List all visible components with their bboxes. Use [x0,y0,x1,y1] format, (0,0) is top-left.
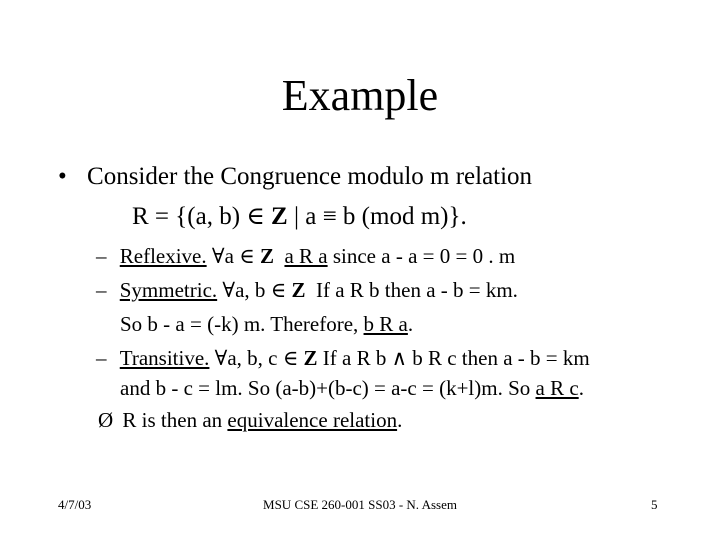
transitive-item [96,346,590,371]
spacer [274,244,285,268]
equivalence-relation-term: equivalence relation [227,408,398,432]
reflexive-pre: ∀a ∈ [206,244,260,268]
transitive-post: If a R b ∧ b R c then a - b = km [317,346,590,370]
dash: – [96,278,107,302]
transitive-cont-post: . [578,376,584,400]
transitive-continuation [120,376,584,401]
reflexive-label: Reflexive. [119,244,207,268]
symmetric-conclusion: b R a [363,312,408,336]
transitive-label: Transitive. [119,346,210,370]
symmetric-pre: ∀a, b ∈ [217,278,292,302]
transitive-conclusion: a R c [535,376,579,400]
conclusion-pre: R is then an [122,408,228,432]
integers-symbol: Z [291,278,306,302]
integers-symbol: Z [259,244,274,268]
arrow-bullet-icon: Ø [98,408,114,432]
dash: – [96,244,107,268]
reflexive-post: since a - a = 0 = 0 . m [327,244,516,268]
integers-symbol: Z [271,203,288,230]
relation-post: | a ≡ b (mod m)}. [287,203,467,230]
reflexive-item [96,244,515,269]
bullet-1-text: Consider the Congruence modulo m relation [87,163,533,190]
reflexive-relation: a R a [284,244,328,268]
relation-pre: R = {(a, b) ∈ [132,203,272,230]
transitive-cont-pre: and b - c = lm. So (a-b)+(b-c) = a-c = (k+l)m. So [120,376,536,400]
integers-symbol: Z [303,346,318,370]
symmetric-cont-post: . [407,312,414,336]
relation-definition [132,201,467,231]
conclusion-post: . [397,408,403,432]
slide-number: 5 [651,497,658,512]
symmetric-cont-pre: So b - a = (-k) m. Therefore, [120,312,364,336]
footer-course: MSU CSE 260-001 SS03 - N. Assem [263,497,457,512]
bullet-1 [58,163,532,191]
dash: – [96,346,107,370]
symmetric-label: Symmetric. [119,278,218,302]
symmetric-continuation [120,312,413,337]
conclusion-item [98,408,402,433]
symmetric-post: If a R b then a - b = km. [305,278,518,302]
symmetric-item [96,278,518,303]
bullet-marker: • [58,163,67,190]
footer-date: 4/7/03 [58,497,92,512]
slide-title: Example [281,71,439,120]
transitive-pre: ∀a, b, c ∈ [209,346,304,370]
